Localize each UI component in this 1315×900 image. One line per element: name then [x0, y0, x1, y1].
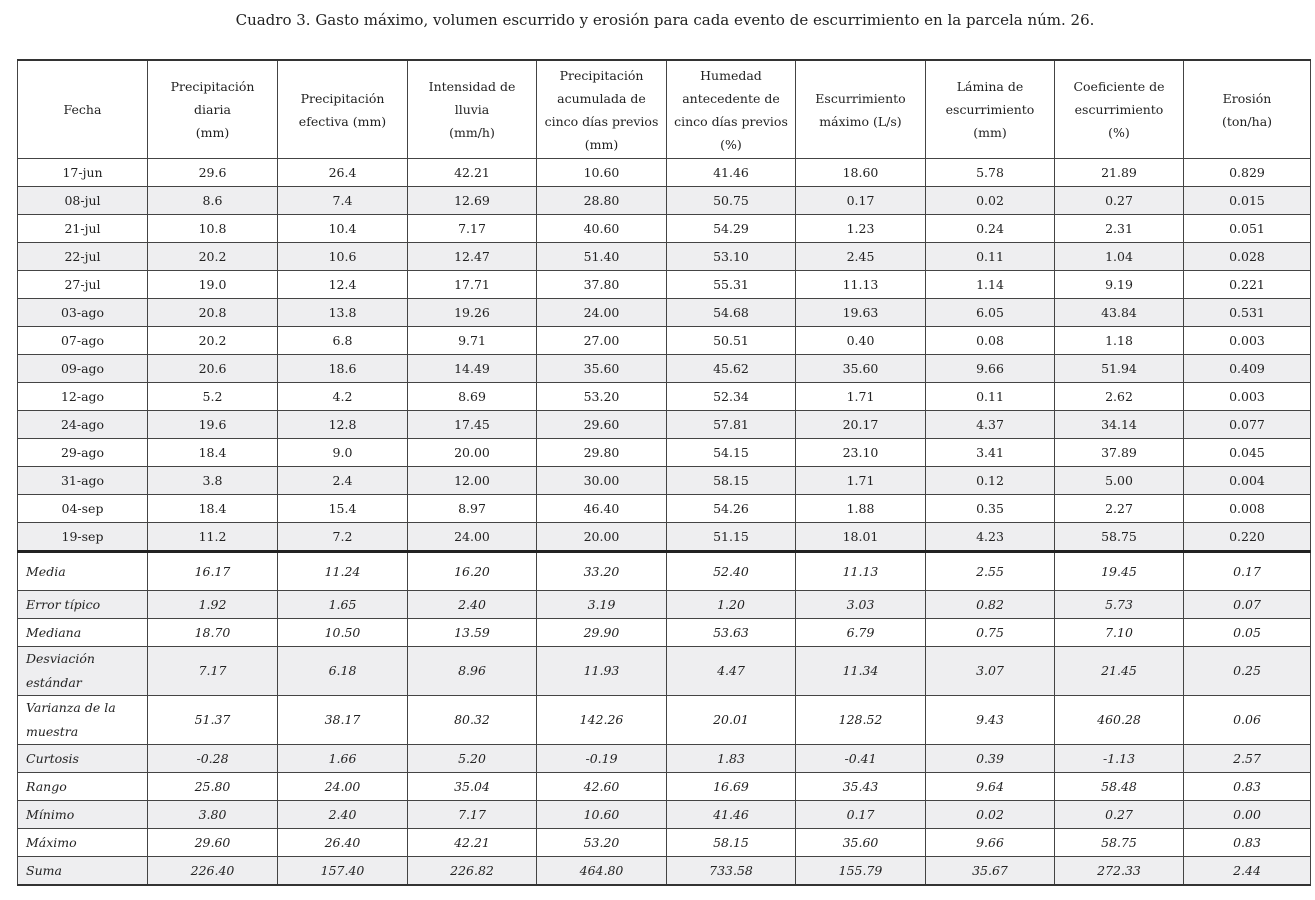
value-cell: 18.60 — [796, 159, 926, 187]
date-cell: 22-jul — [18, 243, 148, 271]
value-cell: 33.20 — [537, 552, 667, 591]
stat-row — [18, 619, 1311, 647]
date-cell: 12-ago — [18, 383, 148, 411]
table-caption: Cuadro 3. Gasto máximo, volumen escurrido y erosión para cada evento de escurrimiento en la parcela núm. 26. — [235, 11, 1095, 29]
value-cell: 58.15 — [667, 829, 796, 857]
value-cell: 20.2 — [148, 243, 278, 271]
value-cell: 35.67 — [926, 857, 1055, 886]
value-cell: 9.66 — [926, 355, 1055, 383]
value-cell: 7.17 — [408, 215, 537, 243]
value-cell: 142.26 — [537, 696, 667, 745]
value-cell: 15.4 — [278, 495, 408, 523]
header-cell-precipitacion-efectiva: Precipitación efectiva (mm) — [278, 60, 408, 159]
header-cell-precipitacion-acumulada: Precipitación acumulada de cinco días previos (mm) — [537, 60, 667, 159]
value-cell: 0.07 — [1184, 591, 1311, 619]
value-cell: -1.13 — [1055, 745, 1184, 773]
stat-row — [18, 591, 1311, 619]
value-cell: 3.80 — [148, 801, 278, 829]
value-cell: 43.84 — [1055, 299, 1184, 327]
value-cell: 29.6 — [148, 159, 278, 187]
value-cell: 0.24 — [926, 215, 1055, 243]
value-cell: 18.4 — [148, 495, 278, 523]
stat-row — [18, 773, 1311, 801]
value-cell: 0.003 — [1184, 327, 1311, 355]
value-cell: 1.14 — [926, 271, 1055, 299]
value-cell: 1.23 — [796, 215, 926, 243]
value-cell: 42.21 — [408, 829, 537, 857]
value-cell: 18.4 — [148, 439, 278, 467]
value-cell: 35.43 — [796, 773, 926, 801]
value-cell: 0.35 — [926, 495, 1055, 523]
value-cell: 54.15 — [667, 439, 796, 467]
date-cell: 09-ago — [18, 355, 148, 383]
statistic-label: Desviación estándar — [18, 647, 148, 696]
value-cell: 58.75 — [1055, 829, 1184, 857]
value-cell: 17.71 — [408, 271, 537, 299]
value-cell: 0.045 — [1184, 439, 1311, 467]
value-cell: 17.45 — [408, 411, 537, 439]
value-cell: 9.43 — [926, 696, 1055, 745]
value-cell: 9.19 — [1055, 271, 1184, 299]
value-cell: 11.93 — [537, 647, 667, 696]
value-cell: 7.4 — [278, 187, 408, 215]
statistic-label: Mediana — [18, 619, 148, 647]
value-cell: 40.60 — [537, 215, 667, 243]
value-cell: 13.59 — [408, 619, 537, 647]
value-cell: 20.00 — [408, 439, 537, 467]
value-cell: 41.46 — [667, 801, 796, 829]
table-row — [18, 355, 1311, 383]
value-cell: 1.83 — [667, 745, 796, 773]
value-cell: 0.004 — [1184, 467, 1311, 495]
value-cell: 7.2 — [278, 523, 408, 552]
value-cell: 0.17 — [1184, 552, 1311, 591]
value-cell: -0.19 — [537, 745, 667, 773]
value-cell: 10.8 — [148, 215, 278, 243]
value-cell: 6.8 — [278, 327, 408, 355]
value-cell: 29.80 — [537, 439, 667, 467]
value-cell: 5.78 — [926, 159, 1055, 187]
value-cell: 7.17 — [408, 801, 537, 829]
value-cell: 80.32 — [408, 696, 537, 745]
value-cell: 37.89 — [1055, 439, 1184, 467]
value-cell: 0.409 — [1184, 355, 1311, 383]
table-row — [18, 439, 1311, 467]
table-row — [18, 383, 1311, 411]
value-cell: 20.8 — [148, 299, 278, 327]
value-cell: 54.26 — [667, 495, 796, 523]
value-cell: 13.8 — [278, 299, 408, 327]
value-cell: 0.17 — [796, 801, 926, 829]
value-cell: 12.00 — [408, 467, 537, 495]
value-cell: 0.27 — [1055, 801, 1184, 829]
value-cell: 272.33 — [1055, 857, 1184, 886]
value-cell: 0.83 — [1184, 829, 1311, 857]
value-cell: 5.20 — [408, 745, 537, 773]
value-cell: -0.41 — [796, 745, 926, 773]
value-cell: 19.6 — [148, 411, 278, 439]
value-cell: 2.40 — [278, 801, 408, 829]
value-cell: 29.60 — [537, 411, 667, 439]
value-cell: 12.8 — [278, 411, 408, 439]
value-cell: 1.65 — [278, 591, 408, 619]
stat-row — [18, 857, 1311, 886]
statistic-label: Varianza de la muestra — [18, 696, 148, 745]
value-cell: 0.220 — [1184, 523, 1311, 552]
value-cell: 12.47 — [408, 243, 537, 271]
value-cell: 51.15 — [667, 523, 796, 552]
value-cell: 9.64 — [926, 773, 1055, 801]
value-cell: 5.73 — [1055, 591, 1184, 619]
table-row — [18, 523, 1311, 552]
value-cell: 52.34 — [667, 383, 796, 411]
date-cell: 21-jul — [18, 215, 148, 243]
value-cell: 51.40 — [537, 243, 667, 271]
stat-row — [18, 745, 1311, 773]
value-cell: 0.39 — [926, 745, 1055, 773]
value-cell: 464.80 — [537, 857, 667, 886]
value-cell: 41.46 — [667, 159, 796, 187]
value-cell: 16.69 — [667, 773, 796, 801]
value-cell: 35.60 — [796, 355, 926, 383]
value-cell: 50.51 — [667, 327, 796, 355]
value-cell: 1.66 — [278, 745, 408, 773]
value-cell: 51.37 — [148, 696, 278, 745]
date-cell: 24-ago — [18, 411, 148, 439]
value-cell: 0.015 — [1184, 187, 1311, 215]
table-row — [18, 299, 1311, 327]
statistic-label: Media — [18, 552, 148, 591]
value-cell: 57.81 — [667, 411, 796, 439]
value-cell: 18.6 — [278, 355, 408, 383]
value-cell: 0.00 — [1184, 801, 1311, 829]
value-cell: 4.47 — [667, 647, 796, 696]
table-row — [18, 159, 1311, 187]
value-cell: 30.00 — [537, 467, 667, 495]
value-cell: 45.62 — [667, 355, 796, 383]
value-cell: 20.2 — [148, 327, 278, 355]
stat-row — [18, 552, 1311, 591]
value-cell: 0.83 — [1184, 773, 1311, 801]
header-cell-intensidad: Intensidad de lluvia (mm/h) — [408, 60, 537, 159]
statistic-label: Error típico — [18, 591, 148, 619]
statistic-label: Máximo — [18, 829, 148, 857]
value-cell: 2.55 — [926, 552, 1055, 591]
value-cell: 19.63 — [796, 299, 926, 327]
value-cell: 20.17 — [796, 411, 926, 439]
value-cell: 0.221 — [1184, 271, 1311, 299]
table-row — [18, 411, 1311, 439]
value-cell: 2.40 — [408, 591, 537, 619]
value-cell: 52.40 — [667, 552, 796, 591]
value-cell: 8.6 — [148, 187, 278, 215]
date-cell: 07-ago — [18, 327, 148, 355]
value-cell: 0.27 — [1055, 187, 1184, 215]
table-row — [18, 187, 1311, 215]
value-cell: 3.41 — [926, 439, 1055, 467]
value-cell: 58.75 — [1055, 523, 1184, 552]
value-cell: 4.2 — [278, 383, 408, 411]
value-cell: 0.051 — [1184, 215, 1311, 243]
value-cell: 11.13 — [796, 552, 926, 591]
header-cell-erosion: Erosión (ton/ha) — [1184, 60, 1311, 159]
stat-row — [18, 647, 1311, 696]
header-cell-precipitacion-diaria: Precipitación diaria (mm) — [148, 60, 278, 159]
date-cell: 27-jul — [18, 271, 148, 299]
date-cell: 19-sep — [18, 523, 148, 552]
value-cell: 18.70 — [148, 619, 278, 647]
date-cell: 03-ago — [18, 299, 148, 327]
value-cell: 1.92 — [148, 591, 278, 619]
value-cell: 50.75 — [667, 187, 796, 215]
date-cell: 04-sep — [18, 495, 148, 523]
value-cell: 19.26 — [408, 299, 537, 327]
value-cell: 0.08 — [926, 327, 1055, 355]
value-cell: 1.20 — [667, 591, 796, 619]
value-cell: 53.20 — [537, 383, 667, 411]
value-cell: 53.10 — [667, 243, 796, 271]
value-cell: 0.077 — [1184, 411, 1311, 439]
value-cell: 733.58 — [667, 857, 796, 886]
value-cell: 1.18 — [1055, 327, 1184, 355]
value-cell: 3.03 — [796, 591, 926, 619]
value-cell: 19.0 — [148, 271, 278, 299]
value-cell: 157.40 — [278, 857, 408, 886]
value-cell: 58.15 — [667, 467, 796, 495]
value-cell: 2.57 — [1184, 745, 1311, 773]
stat-row — [18, 696, 1311, 745]
value-cell: 58.48 — [1055, 773, 1184, 801]
value-cell: 0.75 — [926, 619, 1055, 647]
value-cell: 14.49 — [408, 355, 537, 383]
value-cell: 0.11 — [926, 243, 1055, 271]
header-cell-escurrimiento-maximo: Escurrimiento máximo (L/s) — [796, 60, 926, 159]
value-cell: 24.00 — [278, 773, 408, 801]
value-cell: 11.2 — [148, 523, 278, 552]
value-cell: 8.97 — [408, 495, 537, 523]
value-cell: 128.52 — [796, 696, 926, 745]
value-cell: 19.45 — [1055, 552, 1184, 591]
value-cell: 26.40 — [278, 829, 408, 857]
value-cell: 21.45 — [1055, 647, 1184, 696]
value-cell: 0.028 — [1184, 243, 1311, 271]
value-cell: 12.69 — [408, 187, 537, 215]
value-cell: 1.88 — [796, 495, 926, 523]
value-cell: 9.66 — [926, 829, 1055, 857]
value-cell: 38.17 — [278, 696, 408, 745]
value-cell: 0.82 — [926, 591, 1055, 619]
value-cell: 23.10 — [796, 439, 926, 467]
value-cell: 0.05 — [1184, 619, 1311, 647]
value-cell: 54.29 — [667, 215, 796, 243]
header-cell-coeficiente: Coeficiente de escurrimiento (%) — [1055, 60, 1184, 159]
value-cell: 26.4 — [278, 159, 408, 187]
data-rows — [18, 159, 1311, 552]
value-cell: 10.60 — [537, 159, 667, 187]
statistic-label: Suma — [18, 857, 148, 886]
date-cell: 31-ago — [18, 467, 148, 495]
header-cell-lamina: Lámina de escurrimiento (mm) — [926, 60, 1055, 159]
value-cell: 35.04 — [408, 773, 537, 801]
value-cell: 0.531 — [1184, 299, 1311, 327]
value-cell: 53.20 — [537, 829, 667, 857]
value-cell: 10.50 — [278, 619, 408, 647]
value-cell: 27.00 — [537, 327, 667, 355]
value-cell: 20.01 — [667, 696, 796, 745]
value-cell: 6.05 — [926, 299, 1055, 327]
statistic-label: Rango — [18, 773, 148, 801]
value-cell: 1.71 — [796, 467, 926, 495]
value-cell: 46.40 — [537, 495, 667, 523]
stat-row — [18, 801, 1311, 829]
value-cell: 11.13 — [796, 271, 926, 299]
value-cell: 18.01 — [796, 523, 926, 552]
value-cell: 35.60 — [537, 355, 667, 383]
value-cell: 21.89 — [1055, 159, 1184, 187]
value-cell: 0.25 — [1184, 647, 1311, 696]
value-cell: 0.829 — [1184, 159, 1311, 187]
table-row — [18, 495, 1311, 523]
value-cell: 0.02 — [926, 801, 1055, 829]
value-cell: 226.82 — [408, 857, 537, 886]
value-cell: 0.12 — [926, 467, 1055, 495]
value-cell: 25.80 — [148, 773, 278, 801]
value-cell: 16.17 — [148, 552, 278, 591]
value-cell: 55.31 — [667, 271, 796, 299]
value-cell: 2.45 — [796, 243, 926, 271]
value-cell: 20.00 — [537, 523, 667, 552]
value-cell: 37.80 — [537, 271, 667, 299]
value-cell: 9.0 — [278, 439, 408, 467]
value-cell: 226.40 — [148, 857, 278, 886]
value-cell: 54.68 — [667, 299, 796, 327]
value-cell: 16.20 — [408, 552, 537, 591]
value-cell: 460.28 — [1055, 696, 1184, 745]
header-cell-humedad: Humedad antecedente de cinco días previos (%) — [667, 60, 796, 159]
value-cell: 0.008 — [1184, 495, 1311, 523]
value-cell: 24.00 — [408, 523, 537, 552]
value-cell: 20.6 — [148, 355, 278, 383]
table-row — [18, 467, 1311, 495]
value-cell: 42.60 — [537, 773, 667, 801]
value-cell: 5.2 — [148, 383, 278, 411]
value-cell: 35.60 — [796, 829, 926, 857]
value-cell: 6.18 — [278, 647, 408, 696]
stat-row — [18, 829, 1311, 857]
table-row — [18, 271, 1311, 299]
value-cell: 0.02 — [926, 187, 1055, 215]
value-cell: 10.60 — [537, 801, 667, 829]
value-cell: 0.40 — [796, 327, 926, 355]
value-cell: 0.06 — [1184, 696, 1311, 745]
value-cell: 0.003 — [1184, 383, 1311, 411]
value-cell: 9.71 — [408, 327, 537, 355]
statistic-label: Curtosis — [18, 745, 148, 773]
value-cell: 10.4 — [278, 215, 408, 243]
value-cell: 0.17 — [796, 187, 926, 215]
value-cell: 4.23 — [926, 523, 1055, 552]
value-cell: 3.8 — [148, 467, 278, 495]
value-cell: 0.11 — [926, 383, 1055, 411]
date-cell: 29-ago — [18, 439, 148, 467]
value-cell: 2.62 — [1055, 383, 1184, 411]
statistic-label: Mínimo — [18, 801, 148, 829]
header-cell-fecha: Fecha — [18, 60, 148, 159]
value-cell: 4.37 — [926, 411, 1055, 439]
table-row — [18, 327, 1311, 355]
value-cell: 51.94 — [1055, 355, 1184, 383]
value-cell: 1.71 — [796, 383, 926, 411]
value-cell: 2.27 — [1055, 495, 1184, 523]
date-cell: 08-jul — [18, 187, 148, 215]
value-cell: 1.04 — [1055, 243, 1184, 271]
value-cell: 11.24 — [278, 552, 408, 591]
value-cell: 29.90 — [537, 619, 667, 647]
header-row — [18, 60, 1311, 159]
table-row — [18, 243, 1311, 271]
table-row — [18, 215, 1311, 243]
value-cell: 12.4 — [278, 271, 408, 299]
value-cell: 3.07 — [926, 647, 1055, 696]
value-cell: 5.00 — [1055, 467, 1184, 495]
value-cell: 53.63 — [667, 619, 796, 647]
value-cell: 2.31 — [1055, 215, 1184, 243]
value-cell: 155.79 — [796, 857, 926, 886]
value-cell: 2.44 — [1184, 857, 1311, 886]
value-cell: 8.96 — [408, 647, 537, 696]
value-cell: 42.21 — [408, 159, 537, 187]
value-cell: 3.19 — [537, 591, 667, 619]
date-cell: 17-jun — [18, 159, 148, 187]
value-cell: 7.17 — [148, 647, 278, 696]
value-cell: 7.10 — [1055, 619, 1184, 647]
value-cell: 29.60 — [148, 829, 278, 857]
value-cell: 28.80 — [537, 187, 667, 215]
value-cell: 8.69 — [408, 383, 537, 411]
value-cell: 10.6 — [278, 243, 408, 271]
value-cell: -0.28 — [148, 745, 278, 773]
value-cell: 6.79 — [796, 619, 926, 647]
value-cell: 34.14 — [1055, 411, 1184, 439]
value-cell: 2.4 — [278, 467, 408, 495]
value-cell: 24.00 — [537, 299, 667, 327]
value-cell: 11.34 — [796, 647, 926, 696]
summary-statistics — [18, 552, 1311, 886]
data-table — [17, 59, 1311, 886]
